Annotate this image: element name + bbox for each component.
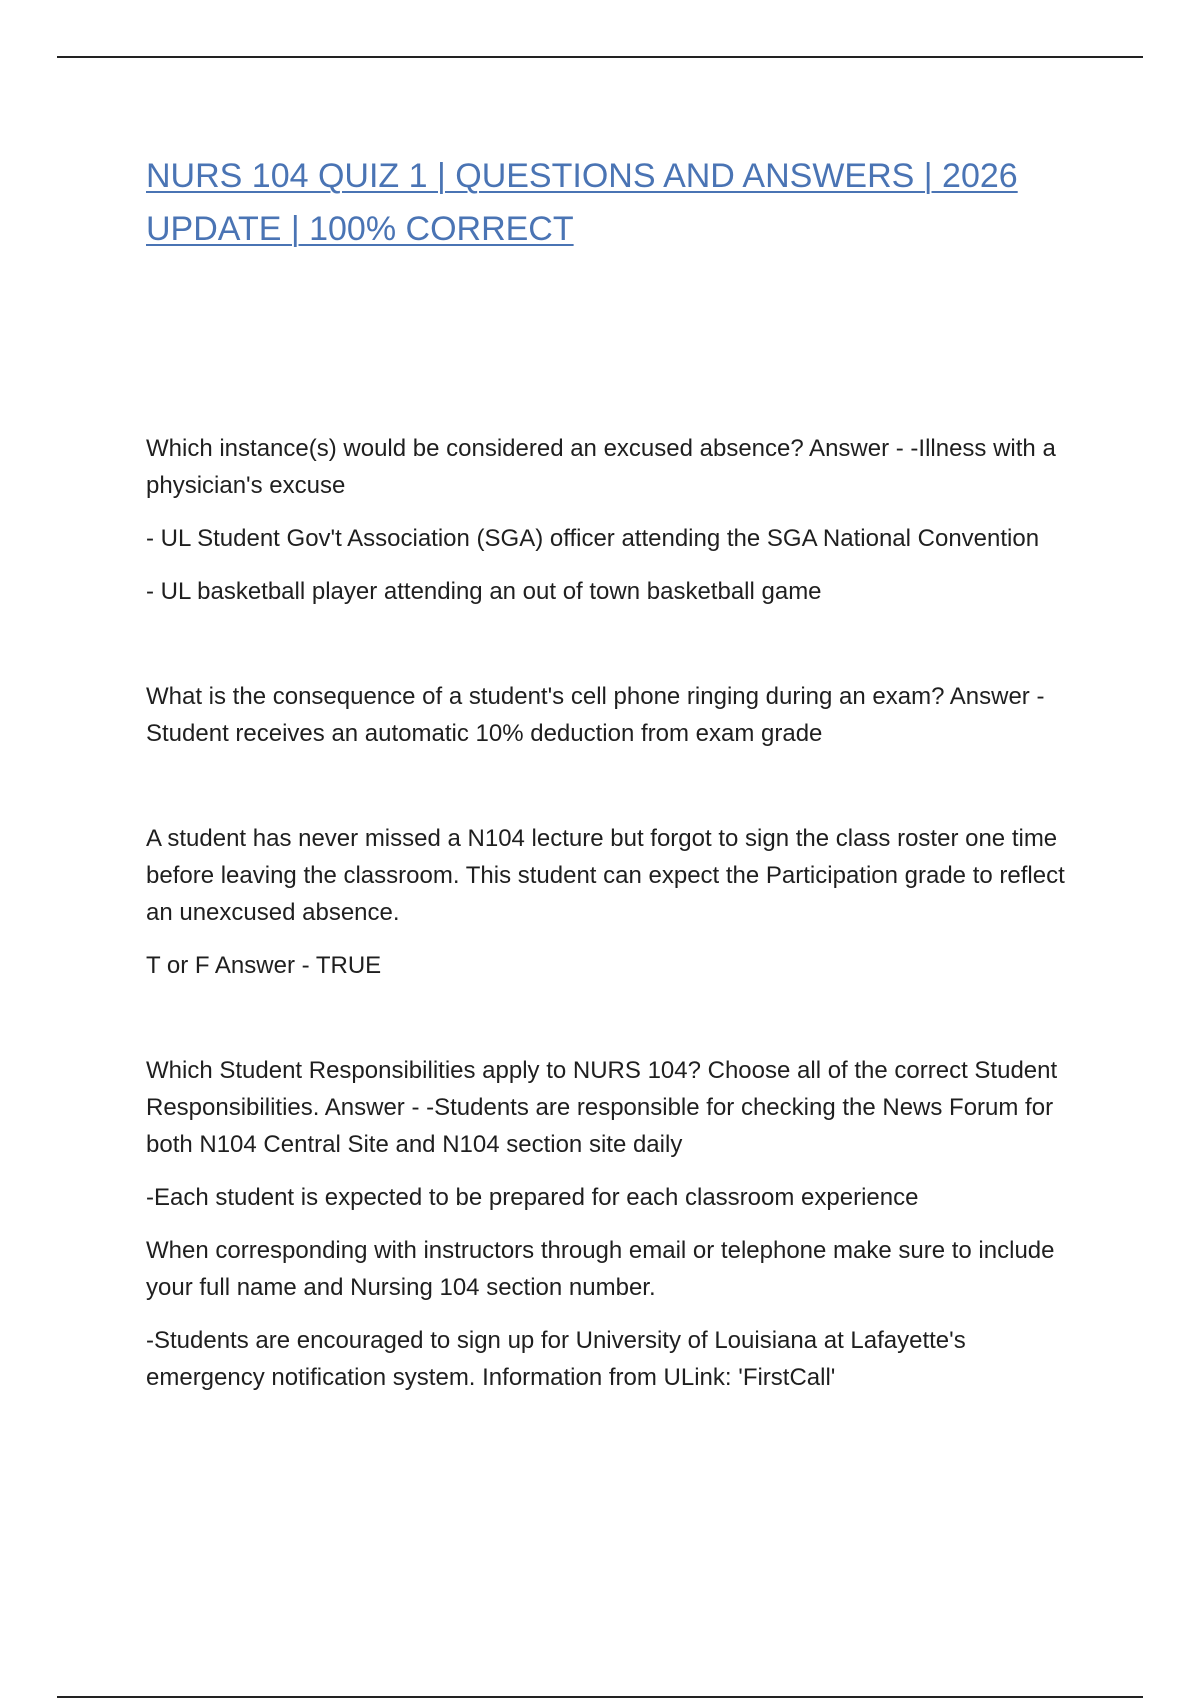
paragraph: - UL basketball player attending an out of town basketball game: [146, 578, 822, 605]
paragraph: Which Student Responsibilities apply to NURS 104? Choose all of the correct Student Responsibilities. Answer - -Students are responsible for checking the News Forum for both N104 Central Site and N104 section site daily: [146, 1057, 1058, 1158]
question-block: [146, 678, 1076, 752]
document-title[interactable]: NURS 104 QUIZ 1 | QUESTIONS AND ANSWERS | 2026 UPDATE | 100% CORRECT: [146, 157, 1018, 248]
header-rule: [57, 56, 1143, 58]
footer-rule: [57, 1696, 1143, 1698]
paragraph: T or F Answer - TRUE: [146, 952, 382, 979]
paragraph: When corresponding with instructors through email or telephone make sure to include your full name and Nursing 104 section number.: [146, 1237, 1055, 1301]
question-block: [146, 430, 1076, 610]
document-body: [146, 150, 1076, 1464]
paragraph: A student has never missed a N104 lecture but forgot to sign the class roster one time before leaving the classroom. This student can expect the Participation grade to reflect an unexcused absence.: [146, 825, 1065, 926]
question-list: [146, 430, 1076, 1396]
paragraph: - UL Student Gov't Association (SGA) officer attending the SGA National Convention: [146, 525, 1040, 552]
question-block: [146, 820, 1076, 984]
question-block: [146, 1052, 1076, 1396]
paragraph: Which instance(s) would be considered an excused absence? Answer - -Illness with a physician's excuse: [146, 435, 1056, 499]
paragraph: What is the consequence of a student's cell phone ringing during an exam? Answer - Student receives an automatic 10% deduction from exam grade: [146, 683, 1045, 747]
paragraph: -Students are encouraged to sign up for University of Louisiana at Lafayette's emergency notification system. Information from ULink: 'FirstCall': [146, 1327, 966, 1391]
paragraph: -Each student is expected to be prepared for each classroom experience: [146, 1184, 919, 1211]
